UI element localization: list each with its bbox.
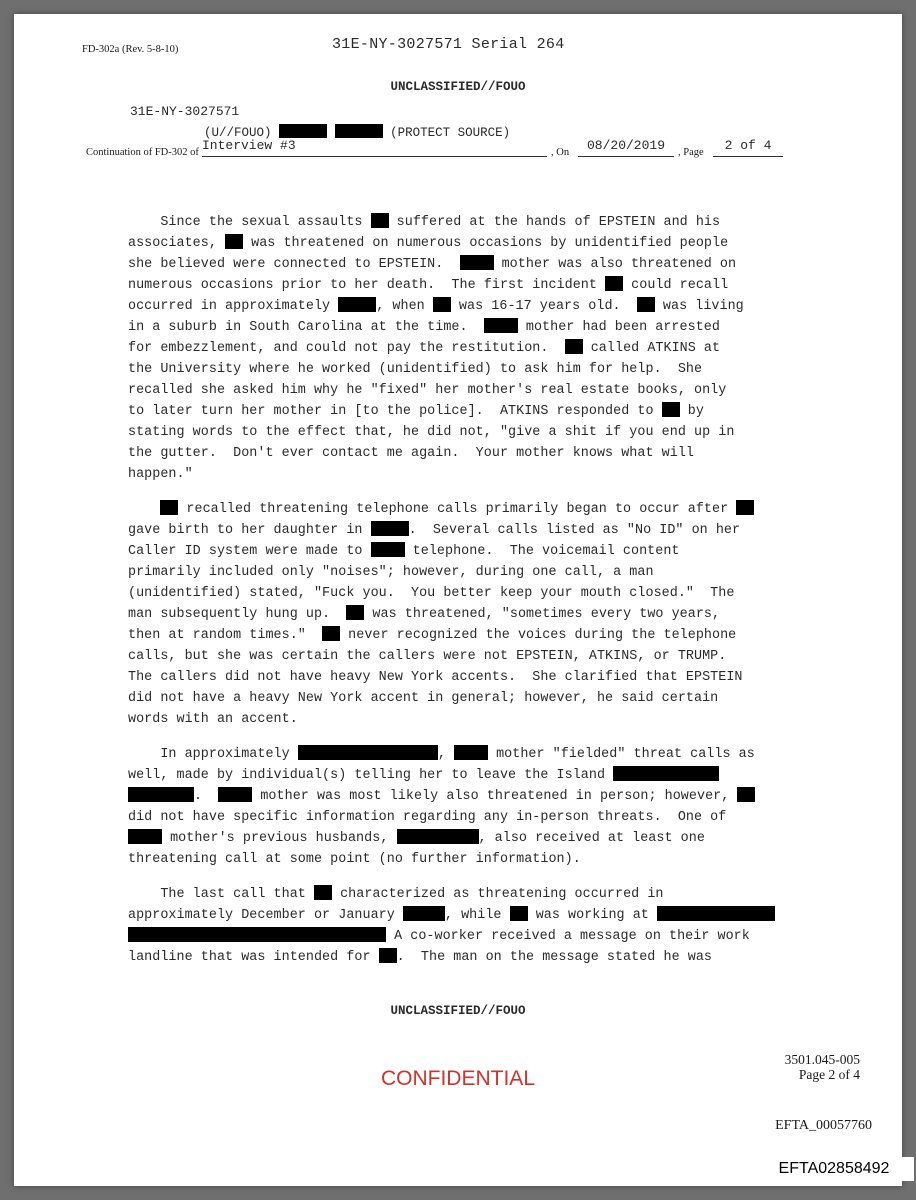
document-body [128,212,828,982]
case-number: 31E-NY-3027571 [130,104,240,119]
redaction [371,213,389,228]
redaction [314,885,332,900]
redaction [128,927,386,942]
paragraph-text: recalled threatening telephone calls primarily began to occur after [178,502,737,517]
paragraph-text: A co-worker received a message on their work landline that was intended for [128,929,750,965]
paragraph-text: , while [444,908,510,923]
paragraph-text: mother's previous husbands, [162,831,397,846]
redaction [657,906,775,921]
paragraph-text: , also received at least one threatening call at some point (no further information). [128,831,705,867]
page-label: , Page [678,147,704,158]
redaction [218,787,252,802]
redaction [662,402,680,417]
source-suffix: (PROTECT SOURCE) [390,126,511,140]
paragraph-text: , [437,747,454,762]
continuation-value: Interview #3 [202,138,547,157]
paragraph-text: telephone. The voicemail content primarily included only "noises"; however, during one call, a man (unidentified) stated, "Fuck you. You better keep your mouth closed." The man subsequently hung up. [128,544,735,622]
paragraph-text: The last call that [160,887,314,902]
redaction [403,906,445,921]
redaction [371,521,409,536]
redaction [225,234,243,249]
redaction [637,297,655,312]
paragraph-text: characterized as threatening occurred in approximately December or January [128,887,664,923]
paragraph-text: did not have specific information regarding any in-person threats. One of [128,810,727,825]
document-number: 3501.045-005 [784,1052,860,1067]
redaction [460,255,494,270]
paragraph-text: was threatened, "sometimes every two years, then at random times." [128,607,721,643]
paragraph-text: . The man on the message stated he was [396,950,712,965]
paragraph-text: could recall occurred in approximately [128,278,729,314]
paragraph-text: never recognized the voices during the telephone calls, but she was certain the callers were not EPSTEIN, ATKINS, or TRUMP. The callers did not have heavy New York accents. She clarified that EPSTEIN did not have a heavy New York accent in general; however, he said certain words with an accent. [128,628,743,727]
redaction [279,124,327,138]
page-value: 2 of 4 [713,138,783,157]
paragraph-text: . Several calls listed as "No ID" on her Caller ID system were made to [128,523,741,559]
paragraph-text: Since the sexual assaults [160,215,371,230]
redaction [338,297,376,312]
paragraph-text: mother was most likely also threatened in person; however, [252,789,738,804]
redaction [565,339,583,354]
redaction [322,626,340,641]
paragraph-text: was 16-17 years old. [450,299,637,314]
efta-secondary-number: EFTA02858492 [754,1157,914,1181]
paragraph-text: was working at [527,908,657,923]
redaction [160,500,178,515]
serial-number: 31E-NY-3027571 Serial 264 [332,36,565,53]
confidential-stamp: CONFIDENTIAL [380,1067,535,1090]
redaction [128,829,162,844]
paragraph-text: was threatened on numerous occasions by unidentified people she believed were connected to EPSTEIN. [128,236,729,272]
paragraph-text: mother had been arrested for embezzlement, and could not pay the restitution. [128,320,720,356]
redaction [737,787,755,802]
redaction [433,297,451,312]
body-paragraph [128,884,828,968]
document-number-block [785,1052,860,1082]
classification-top: UNCLASSIFIED//FOUO [390,80,526,94]
redaction [335,124,383,138]
classification-bottom: UNCLASSIFIED//FOUO [390,1004,526,1018]
paragraph-text: In approximately [160,747,298,762]
redaction [605,276,623,291]
redaction [736,500,754,515]
efta-number: EFTA_00057760 [775,1118,872,1133]
continuation-label: Continuation of FD-302 of [86,147,199,158]
paragraph-text: mother was also threatened on numerous occasions prior to her death. The first incident [128,257,737,293]
redaction [484,318,518,333]
body-paragraph [128,744,828,870]
body-paragraph [128,212,828,485]
redaction [454,745,488,760]
paragraph-text: by stating words to the effect that, he did not, "give a shit if you end up in the gutter. Don't ever contact me again. Your mother knows what will happen." [128,404,735,482]
paragraph-text: , when [376,299,433,314]
footer-page: Page 2 of 4 [798,1067,860,1082]
redaction [298,745,438,760]
document-page [14,14,902,1186]
form-id: FD-302a (Rev. 5-8-10) [82,44,179,55]
on-label: , On [551,147,570,158]
redaction [128,787,194,802]
paragraph-text: . [194,789,219,804]
redaction [371,542,405,557]
redaction [613,766,719,781]
paragraph-text: mother "fielded" threat calls as well, made by individual(s) telling her to leave the Island [128,747,755,783]
paragraph-text: was living in a suburb in South Carolina at the time. [128,299,744,335]
paragraph-text: gave birth to her daughter in [128,523,363,538]
paragraph-text: suffered at the hands of EPSTEIN and his associates, [128,215,721,251]
redaction [510,906,528,921]
redaction [346,605,364,620]
source-prefix: (U//FOUO) [204,126,272,140]
interview-date: 08/20/2019 [578,138,674,157]
paragraph-text: called ATKINS at the University where he worked (unidentified) to ask him for help. She recalled she asked him why he "fixed" her mother's real estate books, only to later turn her mother in [to the police]. ATKINS responded to [128,341,727,419]
redaction [397,829,479,844]
body-paragraph [128,499,828,730]
redaction [379,948,397,963]
